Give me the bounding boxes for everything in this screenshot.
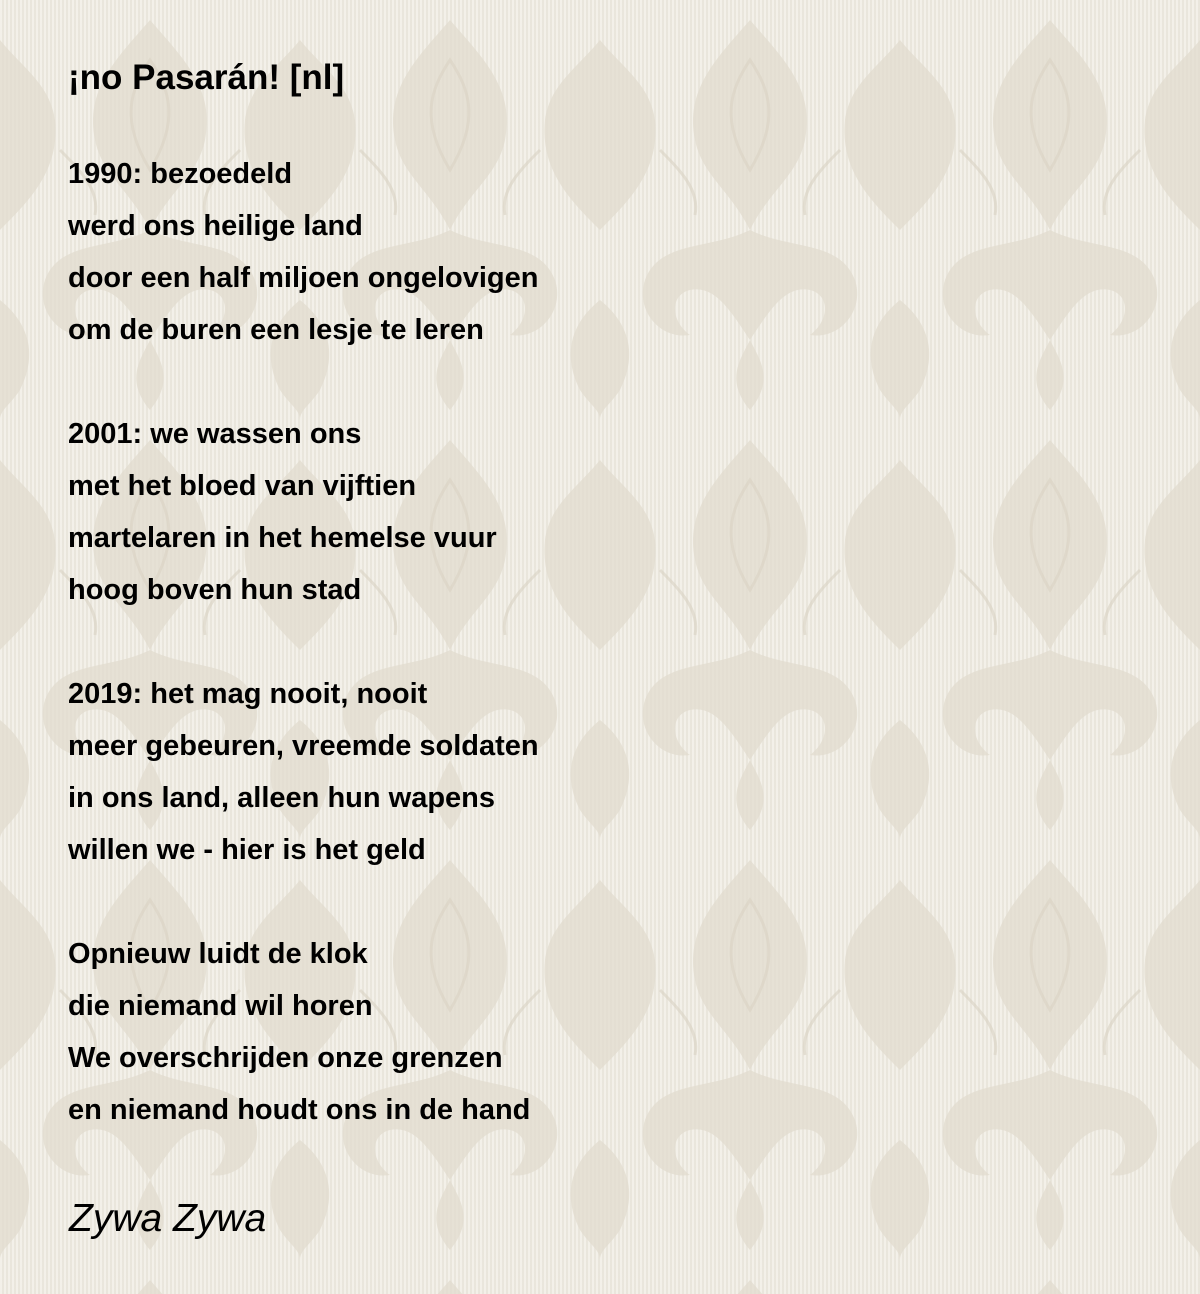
poem-line: meer gebeuren, vreemde soldaten: [68, 730, 539, 762]
poem-line: met het bloed van vijftien: [68, 470, 417, 502]
stanza-1: [68, 148, 539, 356]
poem-line: en niemand houdt ons in de hand: [68, 1094, 531, 1126]
poem-line: in ons land, alleen hun wapens: [68, 782, 496, 814]
poem-line: om de buren een lesje te leren: [68, 314, 484, 346]
stanza-3: [68, 668, 539, 876]
poem-line: 2019: het mag nooit, nooit: [68, 678, 428, 710]
poem-line: martelaren in het hemelse vuur: [68, 522, 497, 554]
poem-line: 1990: bezoedeld: [68, 158, 293, 190]
poem-line: die niemand wil horen: [68, 990, 373, 1022]
poem-line: 2001: we wassen ons: [68, 418, 362, 450]
poem-line: willen we - hier is het geld: [68, 834, 426, 866]
poem-line: Opnieuw luidt de klok: [68, 938, 368, 970]
poem-title: ¡no Pasarán! [nl]: [68, 58, 345, 97]
stanza-4: [68, 928, 530, 1136]
stanza-2: [68, 408, 497, 616]
poem-line: door een half miljoen ongelovigen: [68, 262, 539, 294]
poem-author: Zywa Zywa: [69, 1197, 267, 1240]
poem-line: We overschrijden onze grenzen: [68, 1042, 503, 1074]
poem-line: hoog boven hun stad: [68, 574, 362, 606]
poem-line: werd ons heilige land: [68, 210, 363, 242]
